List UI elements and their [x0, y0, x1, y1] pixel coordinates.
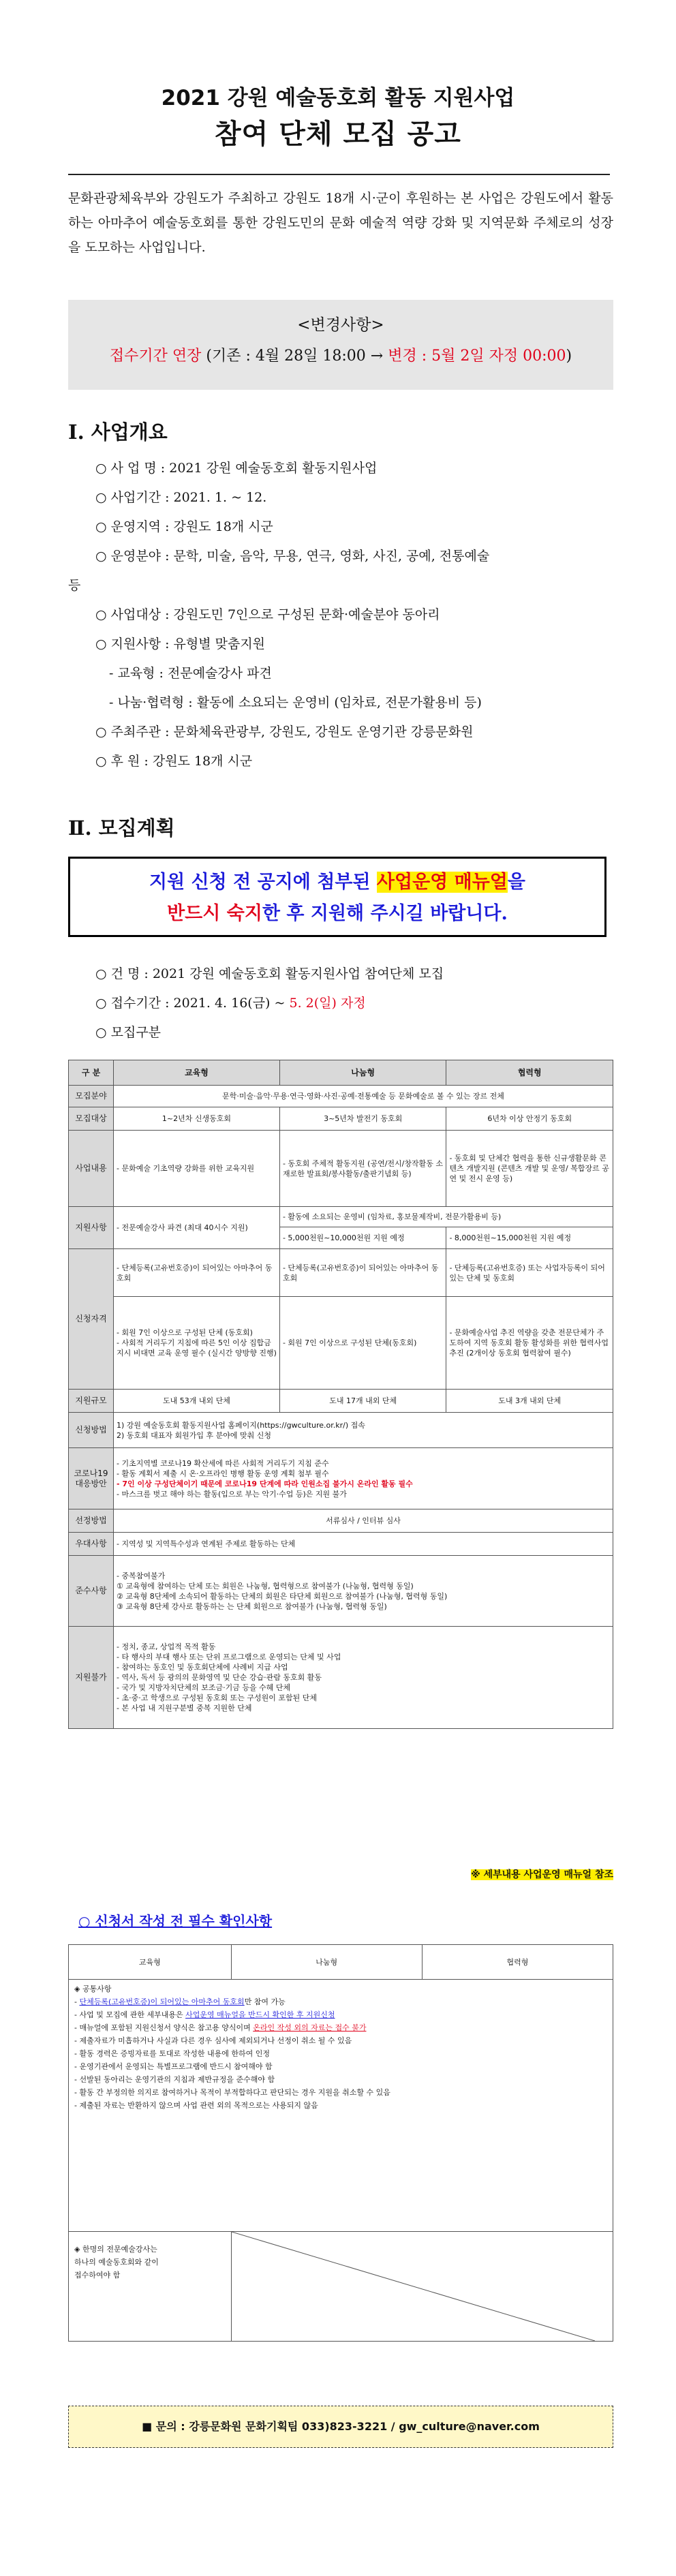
change-line [68, 344, 613, 365]
change-label: 접수기간 연장 [109, 348, 202, 365]
rule-text: - [74, 1997, 80, 2006]
overview-item: - 나눔·협력형 : 활동에 소요되는 운영비 (임차료, 전문가활용비 등) [109, 695, 482, 710]
notice-text: 지원 신청 전 공지에 첨부된 [149, 872, 377, 893]
reference-text: ※ 세부내용 사업운영 매뉴얼 참조 [471, 1869, 613, 1880]
common-rule [74, 2008, 607, 2021]
common-rule: - 운영기관에서 운영되는 특별프로그램에 반드시 참여해야 함 [74, 2062, 273, 2071]
page-title-line1: 2021 강원 예술동호회 활동 지원사업 [161, 86, 515, 110]
empty-cell [231, 2232, 613, 2342]
rule-emphasis: 온라인 작성 외의 자료는 접수 불가 [253, 2023, 367, 2032]
row-label: 사업내용 [69, 1131, 114, 1207]
common-rule [74, 1995, 607, 2008]
table-cell [114, 1448, 613, 1509]
overview-item: - 교육형 : 전문예술강사 파견 [109, 666, 272, 681]
table-cell: 도내 3개 내외 단체 [446, 1390, 613, 1413]
common-rule: - 제출자료가 미흡하거나 사실과 다른 경우 심사에 제외되거나 선정이 취소 될 수 있음 [74, 2036, 352, 2045]
table-header: 나눔형 [279, 1060, 446, 1086]
table-cell: - 전문예술강사 파견 (최대 40시수 지원) [114, 1207, 280, 1249]
overview-item: ○ 운영분야 : 문학, 미술, 음악, 무용, 연극, 영화, 사진, 공예, 전통예술 [95, 549, 490, 564]
overview-item: ○ 운영지역 : 강원도 18개 시군 [95, 519, 273, 534]
table-cell: - 문화예술사업 추진 역량을 갖춘 전문단체가 주도하여 지역 동호회 활동 활성화를 위한 협력사업 추진 (2개이상 동호회 협력참여 필수) [446, 1297, 613, 1390]
manual-notice-box [68, 857, 606, 937]
table-header: 구 분 [69, 1060, 114, 1086]
table-cell: 도내 53개 내외 단체 [114, 1390, 280, 1413]
notice-text: 을 [507, 872, 525, 893]
change-new: 변경 : 5월 2일 자정 00:00 [388, 348, 566, 365]
rule-text: - 매뉴얼에 포함된 지원신청서 양식은 참고용 양식이며 [74, 2023, 253, 2032]
checklist-table [68, 1944, 613, 2342]
common-rule: - 활동 경력은 증빙자료를 토대로 작성한 내용에 한하여 인정 [74, 2049, 270, 2058]
row-label: 우대사항 [69, 1533, 114, 1556]
row-label: 지원규모 [69, 1390, 114, 1413]
row-label: 모집대상 [69, 1107, 114, 1131]
rule-emphasis: 단체등록(고유번호증)이 되어있는 아마추어 동호회 [79, 1997, 245, 2006]
manual-reference [68, 1867, 613, 1881]
row-label: 신청자격 [69, 1249, 114, 1390]
table-cell: - 회원 7인 이상으로 구성된 단체(동호회) [279, 1297, 446, 1390]
common-rules-cell [69, 1980, 613, 2232]
row-label: 코로나19 대응방안 [69, 1448, 114, 1509]
contact-box: ■ 문의 : 강릉문화원 문화기획팀 033)823-3221 / gw_culture@naver.com [68, 2406, 613, 2448]
rule-emphasis: 사업운영 매뉴얼을 반드시 확인한 후 지원신청 [185, 2010, 335, 2019]
covid-text: - 7인 이상 구성단체이기 때문에 코로나19 단계에 따라 인원소집 불가시 온라인 활동 필수 [117, 1479, 413, 1488]
recruit-item-name: ○ 건 명 : 2021 강원 예술동호회 활동지원사업 참여단체 모집 [95, 966, 444, 981]
table-header: 협력형 [422, 1945, 613, 1980]
change-heading: <변경사항> [297, 316, 384, 334]
table-header: 협력형 [446, 1060, 613, 1086]
rule-text: - 사업 및 모집에 관한 세부내용은 [74, 2010, 186, 2019]
row-label: 지원사항 [69, 1207, 114, 1249]
change-notice-box [68, 300, 613, 390]
notice-text: 한 후 지원해 주시길 바랍니다. [262, 903, 508, 924]
page-title-line2: 참여 단체 모집 공고 [215, 119, 461, 150]
section2-title: Ⅱ. 모집계획 [68, 816, 175, 840]
period-label: ○ 접수기간 : 2021. 4. 16(금) ~ [95, 996, 290, 1011]
common-rule: - 제출된 자료는 반환하지 않으며 사업 관련 외의 목적으로는 사용되지 않음 [74, 2101, 318, 2110]
table-cell: - 단체등록(고유번호증)이 되어있는 아마추어 동호회 [279, 1249, 446, 1297]
table-cell: 서류심사 / 인터뷰 심사 [114, 1509, 613, 1533]
notice-highlight: 반드시 숙지 [167, 903, 262, 924]
row-label: 준수사항 [69, 1556, 114, 1627]
overview-item: ○ 지원사항 : 유형별 맞춤지원 [95, 637, 266, 651]
table-cell: - 지역성 및 지역특수성과 연계된 주제로 활동하는 단체 [114, 1533, 613, 1556]
intro-paragraph: 문화관광체육부와 강원도가 주최하고 강원도 18개 시·군이 후원하는 본 사업은 강원도에서 활동하는 아마추어 예술동호회를 통한 강원도민의 문화 예술적 역량 강화 및 지역문화 주체로의 성장을 도모하는 사업입니다. [68, 191, 613, 255]
table-cell: 1~2년차 신생동호회 [114, 1107, 280, 1131]
row-label: 선정방법 [69, 1509, 114, 1533]
overview-item: 등 [68, 578, 81, 593]
overview-item: ○ 사업기간 : 2021. 1. ~ 12. [95, 490, 267, 505]
common-rule: - 활동 간 부정의한 의지로 참여하거나 목적이 부적합하다고 판단되는 경우 지원을 취소할 수 있음 [74, 2088, 390, 2097]
recruit-table [68, 1060, 613, 1729]
row-label: 신청방법 [69, 1413, 114, 1448]
table-cell: - 정치, 종교, 상업적 목적 활동 - 타 행사의 부대 행사 또는 단위 프로그램으로 운영되는 단체 및 사업 - 참여하는 동호인 및 동호회단체에 사례비 지급 사업 - 역사, 독서 등 광의의 문화영역 및 단순 강습·관람 동호회 활동 - 국가 및 지방자치단체의 보조금·기금 등을 수혜 단체 - 초·중·고 학생으로 구성된 동호회 또는 구성원이 포함된 단체 - 본 사업 내 지원구분별 중복 지원한 단체 [114, 1627, 613, 1729]
table-cell: 6년차 이상 안정기 동호회 [446, 1107, 613, 1131]
diagonal-line [232, 2232, 595, 2341]
change-close: ) [566, 348, 572, 365]
section1-title: Ⅰ. 사업개요 [68, 420, 168, 444]
table-cell: - 단체등록(고유번호증)이 되어있는 아마추어 동호회 [114, 1249, 280, 1297]
table-cell: 문학·미술·음악·무용·연극·영화·사진·공예·전통예술 등 문화예술로 볼 수 있는 장르 전체 [114, 1086, 613, 1107]
table-cell: - 동호회 주체적 활동지원 (공연/전시/창작활동 소재로한 발표회/봉사활동/출판기념회 등) [279, 1131, 446, 1207]
table-cell: 1) 강원 예술동호회 활동지원사업 홈페이지(https://gwculture.or.kr/) 접속 2) 동호회 대표자 회원가입 후 분야에 맞춰 신청 [114, 1413, 613, 1448]
table-cell: - 중복참여불가 ① 교육형에 참여하는 단체 또는 회원은 나눔형, 협력형으로 참여불가 (나눔형, 협력형 동일) ② 교육형 8단체에 소속되어 활동하는 단체의 회원은 타단체 회원으로 참여불가 (나눔형, 협력형 동일) ③ 교육형 8단체 강사로 활동하는 는 단체 회원으로 참여불가 (나눔형, 협력형 동일) [114, 1556, 613, 1627]
rule-text: 만 참여 가능 [244, 1997, 286, 2006]
table-cell: - 5,000천원~10,000천원 지원 예정 [279, 1227, 446, 1249]
notice-highlight: 사업운영 매뉴얼 [376, 872, 508, 893]
common-rule: - 선발된 동아리는 운영기관의 지침과 제반규정을 준수해야 함 [74, 2075, 275, 2084]
table-cell: - 8,000천원~15,000천원 지원 예정 [446, 1227, 613, 1249]
recruit-item-kind: ○ 모집구분 [95, 1025, 162, 1040]
table-header: 교육형 [69, 1945, 232, 1980]
common-title: ◈ 공통사항 [74, 1984, 112, 1993]
change-old: (기존 : 4월 28일 18:00 → [206, 348, 388, 365]
section1-items [68, 454, 613, 776]
covid-text: - 마스크를 벗고 해야 하는 활동(입으로 부는 악기·수업 등)은 지원 불가 [117, 1489, 347, 1499]
table-cell: - 활동에 소요되는 운영비 (임차료, 홍보물제작비, 전문가활용비 등) [279, 1207, 613, 1227]
common-rule [74, 2021, 607, 2034]
table-cell: - 문화예술 기초역량 강화를 위한 교육지원 [114, 1131, 280, 1207]
covid-text: - 기초지역별 코로나19 확산세에 따른 사회적 거리두기 지침 준수 - 활동 계획서 제출 시 온·오프라인 병행 활동 운영 계획 첨부 필수 [117, 1458, 329, 1478]
title-divider [68, 174, 610, 175]
recruit-item-period [68, 989, 613, 1018]
edu-note-cell: ◈ 한명의 전문예술강사는 하나의 예술동호회와 같이 접수하여야 함 [69, 2232, 232, 2342]
overview-item: ○ 후 원 : 강원도 18개 시군 [95, 754, 253, 769]
overview-item: ○ 주최주관 : 문화체육관광부, 강원도, 강원도 운영기관 강릉문화원 [95, 724, 474, 739]
row-label: 지원불가 [69, 1627, 114, 1729]
overview-item: ○ 사업대상 : 강원도민 7인으로 구성된 문화·예술분야 동아리 [95, 607, 440, 622]
period-value: 5. 2(일) 자정 [289, 996, 366, 1011]
section2-items [68, 960, 613, 1047]
row-label: 모집분야 [69, 1086, 114, 1107]
overview-item: ○ 사 업 명 : 2021 강원 예술동호회 활동지원사업 [95, 461, 378, 476]
table-header: 교육형 [114, 1060, 280, 1086]
table-cell: 3~5년차 발전기 동호회 [279, 1107, 446, 1131]
table-cell: - 회원 7인 이상으로 구성된 단체 (동호회) - 사회적 거리두기 지침에 따른 5인 이상 집합금지시 비대면 교육 운영 필수 (실시간 양방향 진행) [114, 1297, 280, 1390]
checklist-title: ○ 신청서 작성 전 필수 확인사항 [78, 1913, 273, 1929]
table-cell: 도내 17개 내외 단체 [279, 1390, 446, 1413]
table-cell: - 동호회 및 단체간 협력을 통한 신규생활문화 콘텐츠 개발지원 (콘텐츠 개발 및 운영/ 복합장르 공연 및 전시 운영 등) [446, 1131, 613, 1207]
table-header: 나눔형 [231, 1945, 422, 1980]
table-cell: - 단체등록(고유번호증) 또는 사업자등록이 되어있는 단체 및 동호회 [446, 1249, 613, 1297]
